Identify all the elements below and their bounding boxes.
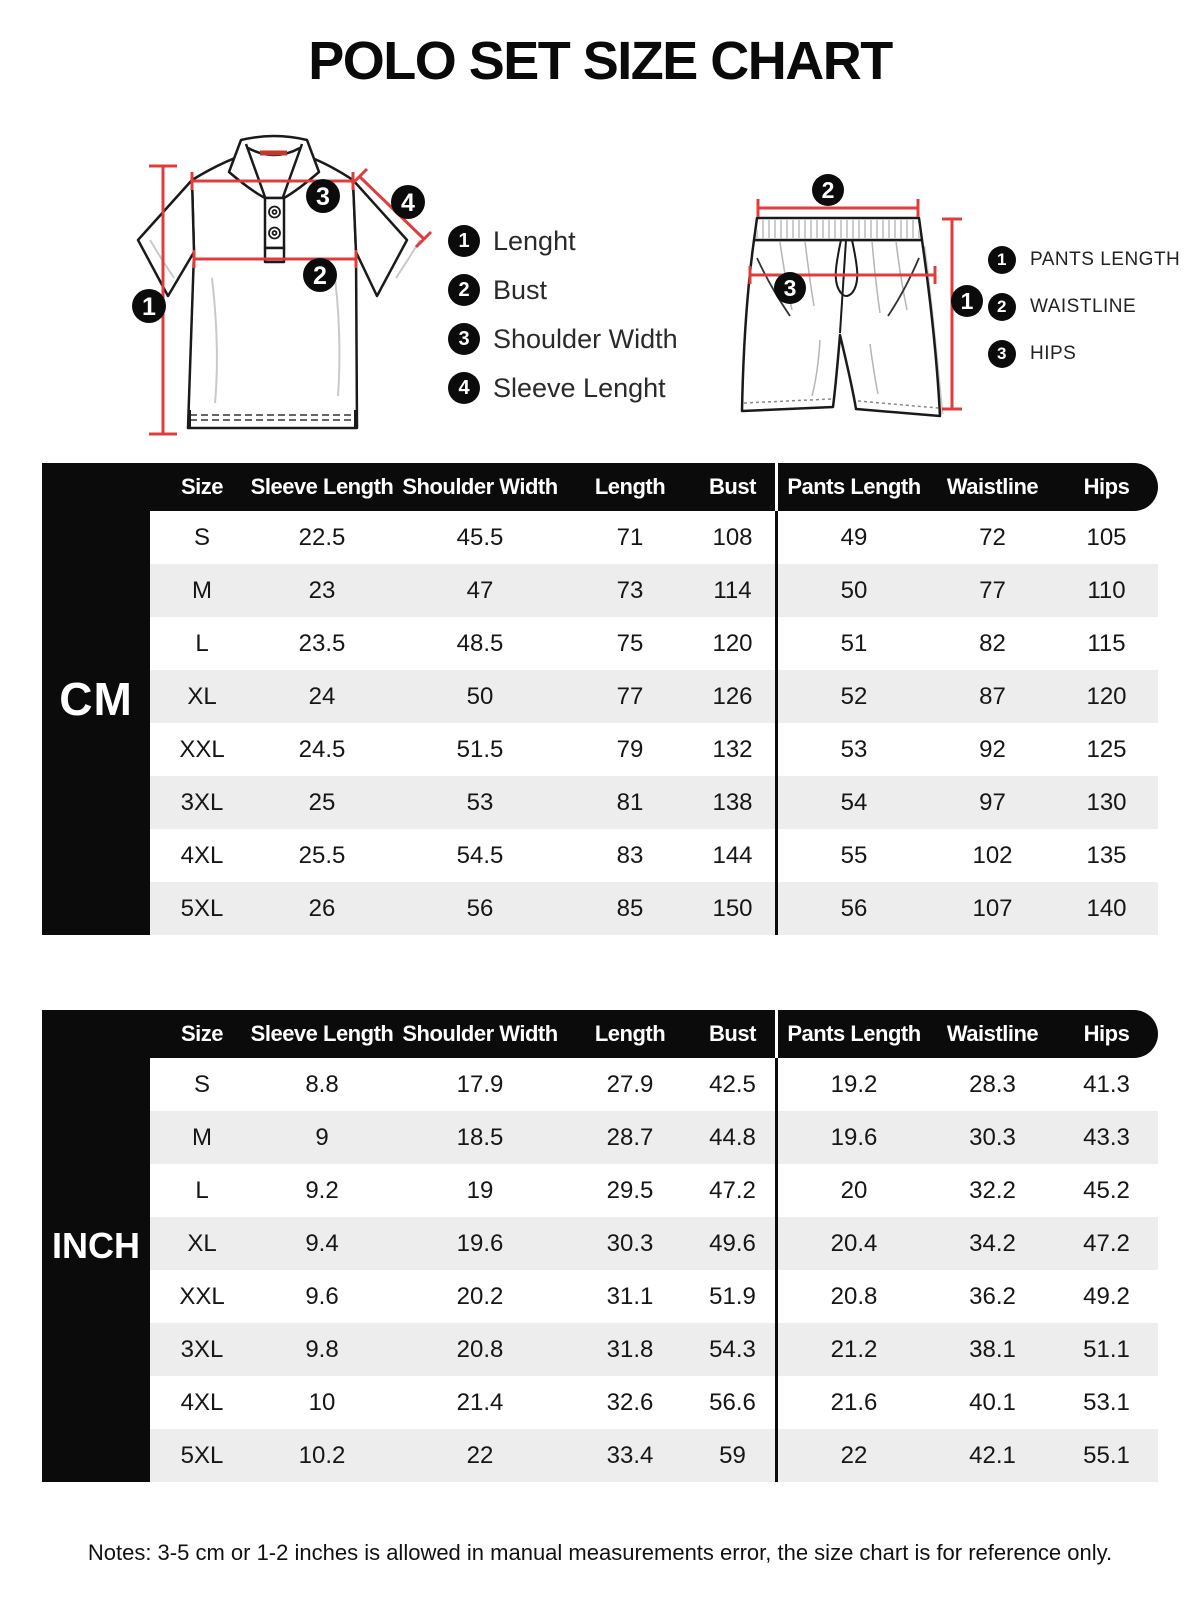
table-row-xxl	[150, 723, 1158, 776]
cm-table-header	[42, 463, 1158, 511]
shirt-legend-item	[448, 274, 678, 306]
value-cell: 20.2	[456, 1282, 504, 1310]
shirt-placket	[265, 198, 284, 248]
value-cell: 32.6	[606, 1388, 654, 1416]
header-pants-length: Pants Length	[775, 1010, 930, 1058]
circled-2-icon: 2	[988, 293, 1016, 321]
size-cell: L	[195, 1176, 209, 1204]
value-cell: 8.8	[305, 1070, 339, 1098]
value-cell: 9.4	[305, 1229, 339, 1257]
value-cell: 43.3	[1083, 1123, 1130, 1151]
value-cell: 28.7	[606, 1123, 654, 1151]
table-row-5xl	[150, 882, 1158, 935]
value-cell: 144	[712, 841, 753, 869]
value-cell: 17.9	[456, 1070, 504, 1098]
value-cell: 53	[466, 788, 494, 816]
size-cell: XXL	[179, 735, 225, 763]
value-cell: 56.6	[709, 1388, 756, 1416]
page-title: POLO SET SIZE CHART	[308, 31, 892, 91]
shirt-legend-item	[448, 225, 678, 257]
value-cell: 31.8	[606, 1335, 654, 1363]
shirt-legend-label: Lenght	[493, 225, 576, 256]
value-cell: 87	[979, 682, 1006, 710]
value-cell: 31.1	[606, 1282, 654, 1310]
inch-unit-label: INCH	[42, 1010, 150, 1482]
value-cell: 23	[308, 576, 336, 604]
value-cell: 72	[979, 523, 1006, 551]
table-row-3xl	[150, 1323, 1158, 1376]
svg-text:3: 3	[316, 183, 330, 211]
size-cell: M	[192, 1123, 212, 1151]
value-cell: 92	[979, 735, 1006, 763]
value-cell: 41.3	[1083, 1070, 1130, 1098]
value-cell: 97	[979, 788, 1006, 816]
value-cell: 115	[1087, 629, 1126, 657]
size-cell: L	[195, 629, 209, 657]
value-cell: 49.6	[709, 1229, 756, 1257]
value-cell: 120	[1086, 682, 1127, 710]
table-row-4xl	[150, 1376, 1158, 1429]
value-cell: 47.2	[1083, 1229, 1130, 1257]
value-cell: 38.1	[969, 1335, 1016, 1363]
table-row-m	[150, 1111, 1158, 1164]
value-cell: 102	[972, 841, 1013, 869]
value-cell: 34.2	[969, 1229, 1016, 1257]
table-row-3xl	[150, 776, 1158, 829]
cm-size-table	[42, 463, 1158, 935]
shirt-left-sleeve	[138, 180, 194, 296]
size-cell: XL	[187, 682, 217, 710]
value-cell: 77	[979, 576, 1006, 604]
value-cell: 51.5	[456, 735, 504, 763]
value-cell: 25	[308, 788, 336, 816]
value-cell: 140	[1086, 894, 1127, 922]
header-waistline: Waistline	[946, 1021, 1039, 1046]
size-cell: 3XL	[180, 1335, 224, 1363]
value-cell: 22	[775, 1429, 930, 1482]
shirt-legend-label: Sleeve Lenght	[493, 372, 666, 403]
value-cell: 9.8	[305, 1335, 339, 1363]
value-cell: 22	[466, 1441, 494, 1469]
value-cell: 107	[972, 894, 1013, 922]
value-cell: 25.5	[298, 841, 346, 869]
value-cell: 51	[775, 617, 930, 670]
size-cell: 4XL	[180, 1388, 224, 1416]
svg-text:3: 3	[783, 275, 797, 301]
value-cell: 27.9	[606, 1070, 654, 1098]
circled-3-icon: 3	[988, 340, 1016, 368]
header-waistline: Waistline	[946, 474, 1039, 499]
value-cell: 21.6	[775, 1376, 930, 1429]
shorts-diagram	[700, 128, 1000, 448]
table-row-4xl	[150, 829, 1158, 882]
svg-text:4: 4	[401, 189, 415, 217]
value-cell: 56	[466, 894, 494, 922]
value-cell: 47	[466, 576, 494, 604]
value-cell: 114	[713, 576, 752, 604]
value-cell: 42.5	[709, 1070, 756, 1098]
size-cell: 4XL	[180, 841, 224, 869]
value-cell: 51.1	[1083, 1335, 1130, 1363]
value-cell: 42.1	[969, 1441, 1016, 1469]
value-cell: 48.5	[456, 629, 504, 657]
value-cell: 20.4	[775, 1217, 930, 1270]
header-pants-length: Pants Length	[775, 463, 930, 511]
shirt-legend	[448, 225, 678, 421]
circled-1-icon: 1	[988, 246, 1016, 274]
shirt-legend-label: Shoulder Width	[493, 323, 678, 354]
value-cell: 126	[712, 682, 753, 710]
value-cell: 36.2	[969, 1282, 1016, 1310]
header-hips: Hips	[1083, 1021, 1130, 1046]
value-cell: 33.4	[606, 1441, 654, 1469]
value-cell: 30.3	[606, 1229, 654, 1257]
shirt-legend-item	[448, 372, 678, 404]
size-cell: S	[193, 523, 210, 551]
value-cell: 50	[466, 682, 494, 710]
value-cell: 20.8	[775, 1270, 930, 1323]
value-cell: 50	[775, 564, 930, 617]
header-sleeve-length: Sleeve Length	[250, 474, 394, 499]
table-row-l	[150, 1164, 1158, 1217]
value-cell: 45.5	[456, 523, 504, 551]
value-cell: 54	[775, 776, 930, 829]
value-cell: 24.5	[298, 735, 346, 763]
value-cell: 45.2	[1083, 1176, 1130, 1204]
value-cell: 19.2	[775, 1058, 930, 1111]
value-cell: 51.9	[709, 1282, 756, 1310]
value-cell: 77	[616, 682, 644, 710]
shorts-legend-item	[988, 246, 1180, 274]
value-cell: 53	[775, 723, 930, 776]
value-cell: 81	[616, 788, 644, 816]
header-bust: Bust	[709, 474, 756, 499]
table-row-m	[150, 564, 1158, 617]
value-cell: 56	[775, 882, 930, 935]
value-cell: 22.5	[298, 523, 346, 551]
value-cell: 108	[712, 523, 753, 551]
cm-unit-label: CM	[42, 463, 150, 935]
svg-text:2: 2	[821, 177, 835, 203]
value-cell: 29.5	[606, 1176, 654, 1204]
size-cell: XXL	[179, 1282, 225, 1310]
value-cell: 73	[616, 576, 644, 604]
value-cell: 9.2	[305, 1176, 339, 1204]
value-cell: 130	[1086, 788, 1127, 816]
header-length: Length	[594, 474, 666, 499]
inch-size-table	[42, 1010, 1158, 1482]
value-cell: 53.1	[1083, 1388, 1130, 1416]
value-cell: 28.3	[969, 1070, 1016, 1098]
shorts-legend-label: HIPS	[1030, 343, 1077, 364]
size-cell: XL	[187, 1229, 217, 1257]
table-row-xl	[150, 1217, 1158, 1270]
value-cell: 55	[775, 829, 930, 882]
inch-table-header	[42, 1010, 1158, 1058]
header-bust: Bust	[709, 1021, 756, 1046]
value-cell: 54.5	[456, 841, 504, 869]
table-row-s	[150, 1058, 1158, 1111]
value-cell: 71	[616, 523, 644, 551]
value-cell: 79	[616, 735, 644, 763]
value-cell: 83	[616, 841, 644, 869]
circled-3-icon: 3	[448, 323, 480, 355]
value-cell: 30.3	[969, 1123, 1016, 1151]
size-cell: M	[192, 576, 212, 604]
circled-1-icon: 1	[448, 225, 480, 257]
value-cell: 40.1	[969, 1388, 1016, 1416]
value-cell: 44.8	[709, 1123, 756, 1151]
notes-text: Notes: 3-5 cm or 1-2 inches is allowed in manual measurements error, the size chart is for reference only.	[87, 1540, 1113, 1565]
value-cell: 18.5	[456, 1123, 504, 1151]
value-cell: 85	[616, 894, 644, 922]
value-cell: 132	[712, 735, 753, 763]
header-length: Length	[594, 1021, 666, 1046]
shorts-legend-item	[988, 293, 1180, 321]
header-size: Size	[180, 1021, 224, 1046]
value-cell: 55.1	[1083, 1441, 1130, 1469]
shorts-legend-label: WAISTLINE	[1030, 296, 1137, 317]
circled-4-icon: 4	[448, 372, 480, 404]
value-cell: 82	[979, 629, 1006, 657]
value-cell: 120	[712, 629, 753, 657]
value-cell: 24	[308, 682, 336, 710]
value-cell: 9	[315, 1123, 329, 1151]
value-cell: 21.2	[775, 1323, 930, 1376]
header-shoulder-width: Shoulder Width	[402, 474, 558, 499]
value-cell: 23.5	[298, 629, 346, 657]
shorts-legend-item	[988, 340, 1180, 368]
header-sleeve-length: Sleeve Length	[250, 1021, 394, 1046]
value-cell: 32.2	[969, 1176, 1016, 1204]
value-cell: 52	[775, 670, 930, 723]
value-cell: 150	[712, 894, 753, 922]
measurement-diagrams	[0, 128, 1200, 458]
value-cell: 54.3	[709, 1335, 756, 1363]
value-cell: 10	[308, 1388, 336, 1416]
value-cell: 138	[712, 788, 753, 816]
size-cell: 5XL	[180, 894, 224, 922]
table-row-xl	[150, 670, 1158, 723]
header-size: Size	[180, 474, 224, 499]
header-shoulder-width: Shoulder Width	[402, 1021, 558, 1046]
table-row-l	[150, 617, 1158, 670]
table-row-xxl	[150, 1270, 1158, 1323]
value-cell: 105	[1086, 523, 1127, 551]
value-cell: 19	[466, 1176, 494, 1204]
svg-text:2: 2	[313, 262, 327, 290]
value-cell: 19.6	[456, 1229, 504, 1257]
size-cell: 3XL	[180, 788, 224, 816]
shirt-legend-item	[448, 323, 678, 355]
size-cell: S	[193, 1070, 210, 1098]
value-cell: 26	[308, 894, 336, 922]
value-cell: 110	[1087, 576, 1126, 604]
value-cell: 20	[775, 1164, 930, 1217]
table-row-s	[150, 511, 1158, 564]
value-cell: 49.2	[1083, 1282, 1130, 1310]
shorts-legend	[988, 246, 1180, 387]
value-cell: 10.2	[298, 1441, 346, 1469]
svg-text:1: 1	[142, 293, 156, 321]
value-cell: 9.6	[305, 1282, 339, 1310]
shorts-legend-label: PANTS LENGTH	[1030, 249, 1181, 270]
polo-shirt-diagram	[120, 128, 450, 448]
value-cell: 75	[616, 629, 644, 657]
value-cell: 135	[1086, 841, 1127, 869]
circled-2-icon: 2	[448, 274, 480, 306]
value-cell: 59	[719, 1441, 746, 1469]
shirt-legend-label: Bust	[493, 274, 548, 305]
table-row-5xl	[150, 1429, 1158, 1482]
value-cell: 19.6	[775, 1111, 930, 1164]
value-cell: 20.8	[456, 1335, 504, 1363]
header-hips: Hips	[1083, 474, 1130, 499]
value-cell: 125	[1086, 735, 1127, 763]
size-cell: 5XL	[180, 1441, 224, 1469]
value-cell: 49	[775, 511, 930, 564]
value-cell: 21.4	[456, 1388, 504, 1416]
value-cell: 47.2	[709, 1176, 756, 1204]
svg-text:1: 1	[960, 288, 974, 314]
